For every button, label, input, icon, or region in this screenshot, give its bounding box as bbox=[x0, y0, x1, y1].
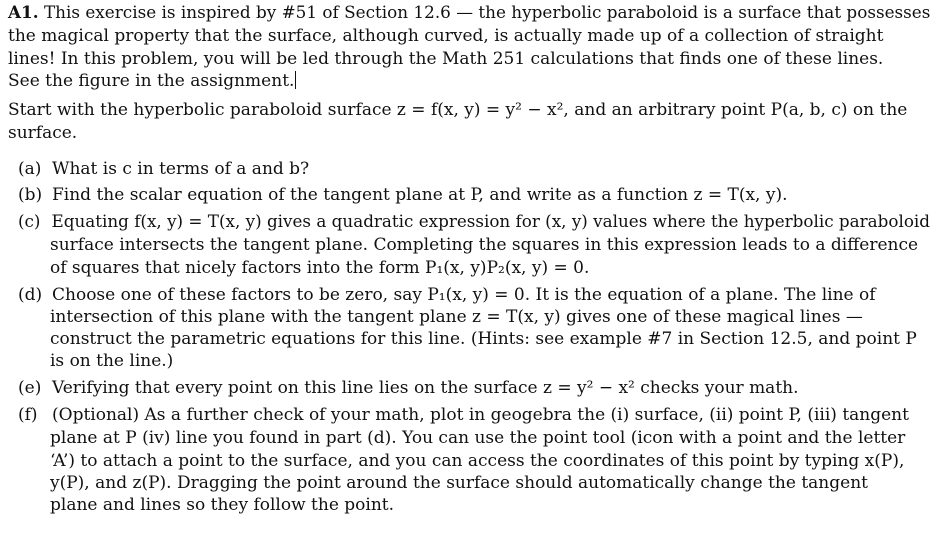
intro-text-1: This exercise is inspired by #51 of Section 12.6 — the hyperbolic paraboloid is a surface that possesses bbox=[43, 3, 931, 23]
intro-line-3: lines! In this problem, you will be led through the Math 251 calculations that finds one of these lines. bbox=[8, 49, 884, 69]
part-b-label: (b) bbox=[18, 185, 43, 205]
intro-line-1 bbox=[8, 2, 930, 25]
part-a bbox=[18, 158, 309, 181]
part-e-text: Verifying that every point on this line lies on the surface z = y² − x² checks your math. bbox=[52, 378, 799, 398]
setup-line-2: surface. bbox=[8, 123, 78, 143]
part-d-label: (d) bbox=[18, 285, 43, 305]
part-c bbox=[18, 211, 930, 234]
part-d-text-3: construct the parametric equations for this line. (Hints: see example #7 in Section 12.5, and point P bbox=[50, 329, 917, 349]
part-d bbox=[18, 284, 876, 307]
part-c-text-1: Equating f(x, y) = T(x, y) gives a quadratic expression for (x, y) values where the hyperbolic paraboloid bbox=[51, 212, 931, 232]
part-c-label: (c) bbox=[18, 212, 41, 232]
part-d-text-4: is on the line.) bbox=[50, 351, 174, 371]
part-b bbox=[18, 184, 788, 207]
part-f-text-3: ‘A’) to attach a point to the surface, and you can access the coordinates of this point by typing x(P), bbox=[50, 451, 905, 471]
part-c-text-2: surface intersects the tangent plane. Completing the squares in this expression leads to a difference bbox=[50, 235, 919, 255]
text-cursor bbox=[295, 71, 296, 89]
part-f-text-1: (Optional) As a further check of your math, plot in geogebra the (i) surface, (ii) point P, (iii) tangent bbox=[52, 405, 909, 425]
part-f-text-2: plane at P (iv) line you found in part (d). You can use the point tool (icon with a point and the letter bbox=[50, 428, 906, 448]
intro-text-4[interactable]: See the figure in the assignment. bbox=[8, 71, 295, 91]
setup-line-1: Start with the hyperbolic paraboloid surface z = f(x, y) = y² − x², and an arbitrary point P(a, b, c) on the bbox=[8, 100, 908, 120]
part-f-text-4: y(P), and z(P). Dragging the point around the surface should automatically change the tangent bbox=[50, 473, 868, 493]
part-e-label: (e) bbox=[18, 378, 42, 398]
intro-line-4[interactable] bbox=[8, 70, 296, 93]
part-a-label: (a) bbox=[18, 159, 42, 179]
problem-label: A1. bbox=[8, 3, 39, 23]
part-d-text-1: Choose one of these factors to be zero, say P₁(x, y) = 0. It is the equation of a plane. The line of bbox=[52, 285, 876, 305]
intro-line-2: the magical property that the surface, although curved, is actually made up of a collection of straight bbox=[8, 26, 884, 46]
part-f-text-5: plane and lines so they follow the point. bbox=[50, 495, 395, 515]
part-e bbox=[18, 377, 799, 400]
part-a-text: What is c in terms of a and b? bbox=[52, 159, 310, 179]
part-f-label: (f) bbox=[18, 405, 38, 425]
part-f bbox=[18, 404, 909, 427]
part-b-text: Find the scalar equation of the tangent plane at P, and write as a function z = T(x, y). bbox=[52, 185, 788, 205]
part-d-text-2: intersection of this plane with the tangent plane z = T(x, y) gives one of these magical lines — bbox=[50, 307, 863, 327]
part-c-text-3: of squares that nicely factors into the form P₁(x, y)P₂(x, y) = 0. bbox=[50, 258, 590, 278]
